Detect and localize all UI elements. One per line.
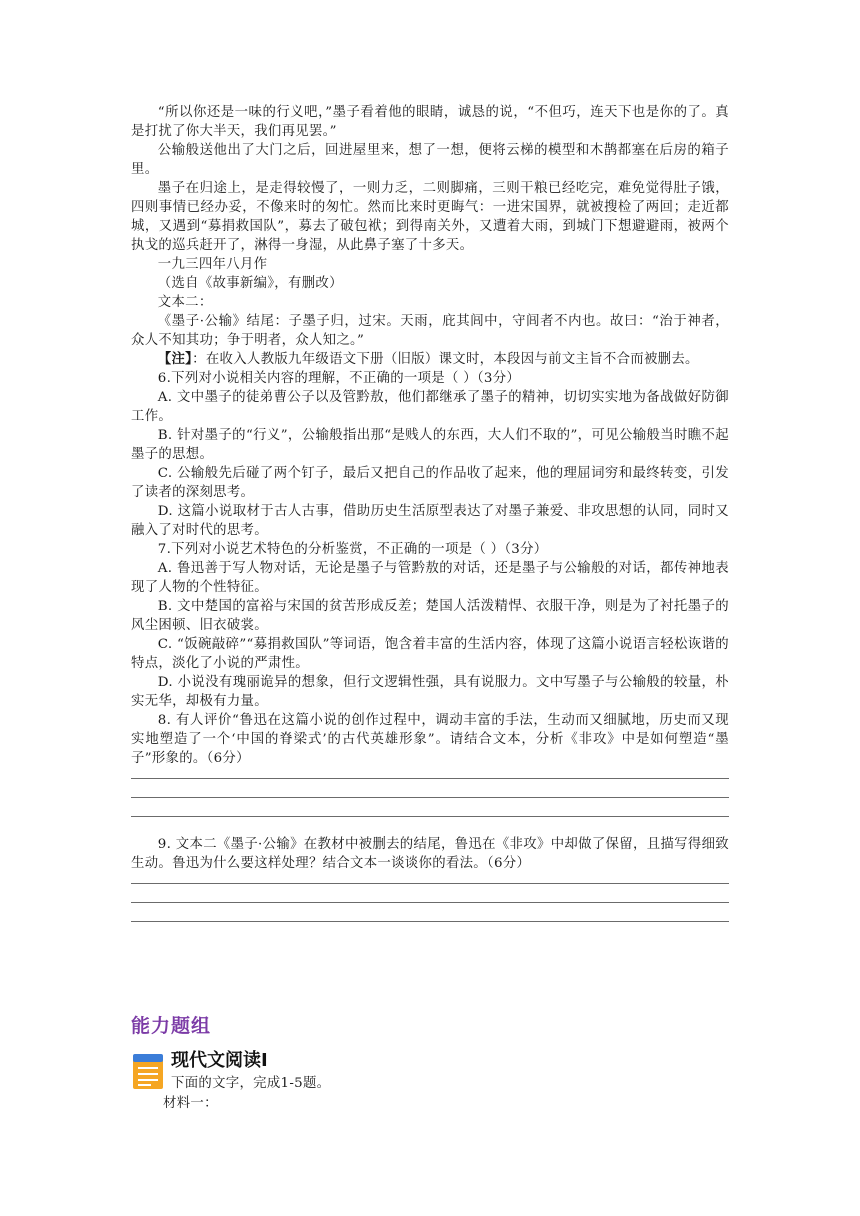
note-body: ：在收入人教版九年级语文下册（旧版）课文时，本段因与前文主旨不合而被删去。 bbox=[192, 352, 699, 367]
note-label: 【注】 bbox=[157, 351, 193, 367]
answer-line[interactable] bbox=[131, 797, 729, 798]
text2-note bbox=[131, 350, 729, 369]
question-7-stem: 7.下列对小说艺术特色的分析鉴赏，不正确的一项是（ ）（3分） bbox=[157, 542, 548, 557]
question-8: 8. 有人评价“鲁迅在这篇小说的创作过程中，调动丰富的手法，生动而又细腻地，历史而又现实地塑造了一个‘中国的脊梁式’的古代英雄形象”。请结合文本，分析《非攻》中是如何塑造“墨子”形象的。（6分） bbox=[131, 713, 729, 766]
question-6-option-b: B. 针对墨子的“行义”，公输般指出那“是贱人的东西，大人们不取的”，可见公输般当时瞧不起墨子的思想。 bbox=[131, 428, 729, 462]
question-6-option-d: D. 这篇小说取材于古人古事，借助历史生活原型表达了对墨子兼爱、非攻思想的认同，同时又融入了对时代的思考。 bbox=[131, 504, 729, 538]
story-source: （选自《故事新编》，有删改） bbox=[157, 276, 343, 291]
story-paragraph-1: “所以你还是一味的行义吧，”墨子看着他的眼睛，诚恳的说，“不但巧，连天下也是你的了。真是打扰了你大半天，我们再见罢。” bbox=[131, 105, 729, 139]
reading-subheader bbox=[131, 1046, 731, 1116]
subsection-title: 现代文阅读Ⅰ bbox=[171, 1050, 268, 1071]
question-7-option-d: D. 小说没有瑰丽诡异的想象，但行文逻辑性强，具有说服力。文中写墨子与公输般的较量，朴实无华，却极有力量。 bbox=[131, 675, 729, 709]
question-6-option-a: A. 文中墨子的徒弟曹公子以及管黔敖，他们都继承了墨子的精神，切切实实地为备战做好防御工作。 bbox=[131, 390, 729, 424]
question-6-option-c: C. 公输般先后碰了两个钉子，最后又把自己的作品收了起来，他的理屈词穷和最终转变，引发了读者的深刻思考。 bbox=[131, 466, 729, 500]
section-title: 能力题组 bbox=[131, 1015, 212, 1037]
story-paragraph-3: 墨子在归途上，是走得较慢了，一则力乏，二则脚痛，三则干粮已经吃完，难免觉得肚子饿，四则事情已经办妥，不像来时的匆忙。然而比来时更晦气：一进宋国界，就被搜检了两回；走近都城，又遇到“募捐救国队”，募去了破包袱；到得南关外，又遭着大雨，到城门下想避避雨，被两个执戈的巡兵赶开了，淋得一身湿，从此鼻子塞了十多天。 bbox=[131, 181, 729, 253]
story-paragraph-2: 公输般送他出了大门之后，回进屋里来，想了一想，便将云梯的模型和木鹊都塞在后房的箱子里。 bbox=[131, 143, 729, 177]
question-7-option-c: C. “饭碗敲碎”“募捐救国队”等词语，饱含着丰富的生活内容，体现了这篇小说语言轻松诙谐的特点，淡化了小说的严肃性。 bbox=[131, 637, 729, 671]
notebook-icon bbox=[131, 1054, 165, 1090]
question-7-option-b: B. 文中楚国的富裕与宋国的贫苦形成反差；楚国人活泼精悍、衣服干净，则是为了衬托墨子的风尘困顿、旧衣破裳。 bbox=[131, 599, 729, 633]
material-label: 材料一： bbox=[163, 1096, 218, 1111]
question-9: 9. 文本二《墨子·公输》在教材中被删去的结尾，鲁迅在《非攻》中却做了保留，且描写得细致生动。鲁迅为什么要这样处理？结合文本一谈谈你的看法。（6分） bbox=[131, 837, 729, 871]
story-date: 一九三四年八月作 bbox=[157, 257, 268, 272]
answer-line[interactable] bbox=[131, 778, 729, 779]
text2-heading: 文本二： bbox=[157, 295, 213, 310]
reading-content bbox=[131, 103, 729, 940]
answer-line[interactable] bbox=[131, 883, 729, 884]
answer-line[interactable] bbox=[131, 816, 729, 817]
answer-lines-q9[interactable] bbox=[131, 883, 729, 922]
answer-lines-q8[interactable] bbox=[131, 778, 729, 817]
text2-body: 《墨子·公输》结尾：子墨子归，过宋。天雨，庇其闾中，守闾者不内也。故曰：“治于神者，众人不知其功；争于明者，众人知之。” bbox=[131, 314, 729, 348]
question-6-stem: 6.下列对小说相关内容的理解，不正确的一项是（ ）（3分） bbox=[157, 371, 521, 386]
question-7-option-a: A. 鲁迅善于写人物对话，无论是墨子与管黔敖的对话，还是墨子与公输般的对话，都传神地表现了人物的个性特征。 bbox=[131, 561, 729, 595]
answer-line[interactable] bbox=[131, 921, 729, 922]
answer-line[interactable] bbox=[131, 902, 729, 903]
subsection-intro: 下面的文字，完成1-5题。 bbox=[171, 1076, 331, 1091]
